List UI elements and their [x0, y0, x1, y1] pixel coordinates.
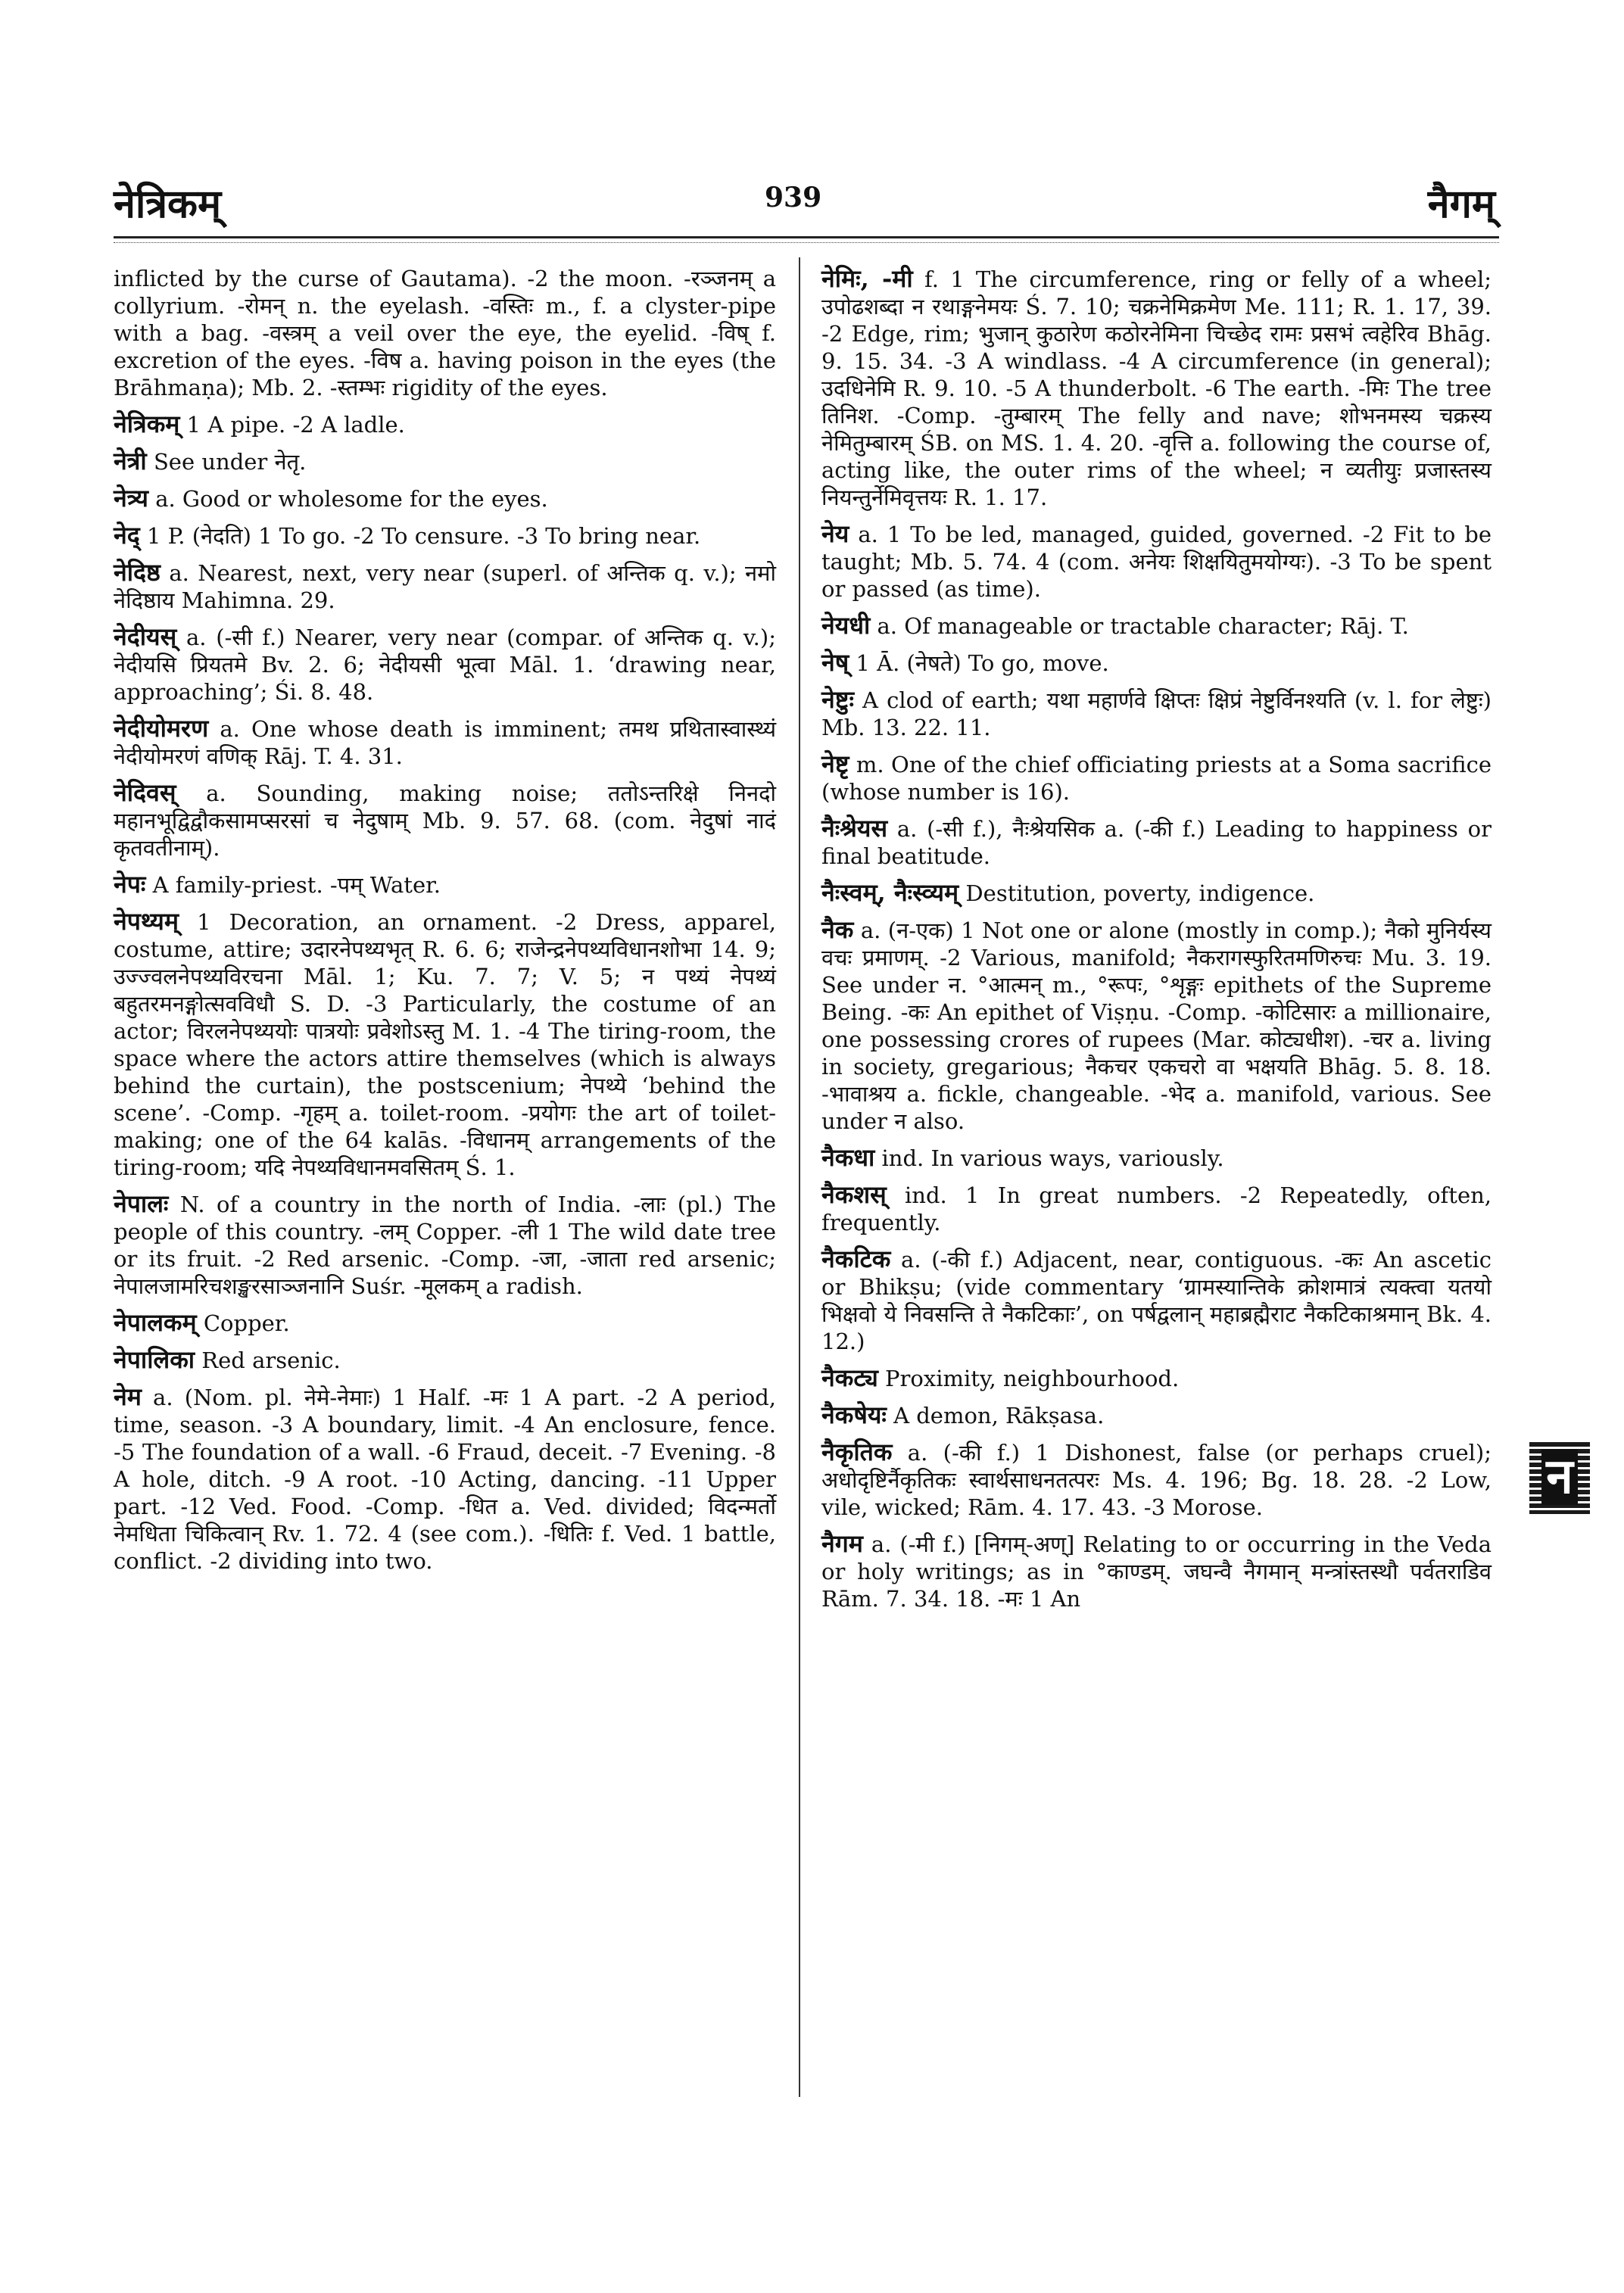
- header-left-headword: नेत्रिकम्: [114, 181, 222, 227]
- dictionary-entry: [114, 779, 776, 861]
- dictionary-entry: [114, 410, 776, 438]
- entry-headword: नेम: [114, 1382, 142, 1411]
- left-column: [114, 265, 776, 1584]
- entry-definition: m. One of the chief officiating priests at a Soma sacrifice (whose number is 16).: [821, 752, 1492, 805]
- dictionary-entry: [821, 1364, 1492, 1392]
- entry-headword: नेत्र्य: [114, 484, 148, 512]
- entry-headword: नेय: [821, 519, 849, 548]
- entry-headword: नेमिः, -मी: [821, 264, 913, 293]
- header-rule: [114, 236, 1499, 238]
- entry-definition: Copper.: [203, 1310, 290, 1336]
- entry-headword: नेष्टुः: [821, 685, 854, 714]
- entry-definition: a. (-की f.) Adjacent, near, contiguous. -कः An ascetic or Bhikṣu; (vide commentary ‘ग्रामस्यान्तिके क्रोशमात्रं त्यक्त्वा यतयो भिक्षवो ये निवसन्ति ते नैकटिकाः’, on पर्षद्वलान् महाब्रह्मैराट नैकटिकाश्रमान् Bk. 4. 12.): [821, 1247, 1492, 1354]
- entry-definition: a. 1 To be led, managed, guided, governed. -2 Fit to be taught; Mb. 5. 74. 4 (com. अनेयः शिक्षयितुमयोग्यः). -3 To be spent or passed (as time).: [821, 522, 1492, 602]
- entry-headword: नेदीयस्: [114, 622, 177, 651]
- entry-definition: See under नेतृ.: [153, 449, 307, 475]
- entry-definition: a. (-मी f.) [निगम्-अण्] Relating to or occurring in the Veda or holy writings; as in °काण्डम्. जघन्वै नैगमान् मन्त्रांस्तस्थौ पर्वतराडिव Rām. 7. 34. 18. -मः 1 An: [821, 1531, 1492, 1612]
- dictionary-entry: [114, 265, 776, 401]
- entry-definition: 1 P. (नेदति) 1 To go. -2 To censure. -3 To bring near.: [146, 523, 701, 549]
- entry-definition: f. 1 The circumference, ring or felly of a wheel; उपोढशब्दा न रथाङ्गनेमयः Ś. 7. 10; चक्रनेमिक्रमेण Me. 111; R. 1. 17, 39. -2 Edge, rim; भुजान् कुठारेण कठोरनेमिना चिच्छेद रामः प्रसभं त्वहेरिव Bhāg. 9. 15. 34. -3 A windlass. -4 A circumference (in general); उदधिनेमि R. 9. 10. -5 A thunderbolt. -6 The earth. -मिः The tree तिनिश. -Comp. -तुम्बारम् The felly and nave; शोभनमस्य चक्रस्य नेमितुम्बारम् ŚB. on MS. 1. 4. 20. -वृत्ति a. following the course of, acting like, the outer rims of the wheel; न व्यतीयुः प्रजास्तस्य नियन्तुर्नेमिवृत्तयः R. 1. 17.: [821, 266, 1492, 510]
- dictionary-entry: [821, 1401, 1492, 1429]
- entry-definition: Destitution, poverty, indigence.: [965, 880, 1315, 906]
- entry-definition: inflicted by the curse of Gautama). -2 the moon. -रञ्जनम् a collyrium. -रोमन् n. the eyelash. -वस्तिः m., f. a clyster-pipe with a bag. -वस्त्रम् a veil over the eye, the eyelid. -विष् f. excretion of the eyes. -विष a. having poison in the eyes (the Brāhmaṇa); Mb. 2. -स्तम्भः rigidity of the eyes.: [114, 266, 776, 400]
- dictionary-entry: [821, 649, 1492, 677]
- entry-headword: नेत्रिकम्: [114, 410, 180, 438]
- entry-headword: नेपालः: [114, 1189, 169, 1218]
- entry-definition: N. of a country in the north of India. -लाः (pl.) The people of this country. -लम् Copper. -ली 1 The wild date tree or its fruit. -2 Red arsenic. -Comp. -जा, -जाता red arsenic; नेपालजामरिचशङ्खरसाञ्जनानि Suśr. -मूलकम् a radish.: [114, 1192, 777, 1299]
- dictionary-entry: [821, 879, 1492, 907]
- dictionary-entry: [821, 686, 1492, 741]
- entry-definition: A family-priest. -पम् Water.: [152, 872, 441, 898]
- entry-headword: नेद्: [114, 521, 140, 550]
- entry-definition: a. Nearest, next, very near (superl. of अन्तिक q. v.); नमो नेदिष्ठाय Mahimna. 29.: [114, 560, 777, 613]
- dictionary-entry: [114, 1309, 776, 1337]
- entry-headword: नैकषेयः: [821, 1400, 887, 1429]
- entry-definition: a. Sounding, making noise; ततोऽन्तरिक्षे निनदो महानभूद्विद्वौकसामप्सरसां च नेदुषाम् Mb. 9. 57. 68. (com. नेदुषां नादं कृतवतीनाम्).: [114, 780, 776, 861]
- entry-definition: a. (न-एक) 1 Not one or alone (mostly in comp.); नैको मुनिर्यस्य वचः प्रमाणम्. -2 Various, manifold; नैकरागस्फुरितमणिरुचः Mu. 3. 19. See under न. °आत्मन् m., °रूपः, °शृङ्गः epithets of the Supreme Being. -कः An epithet of Viṣṇu. -Comp. -कोटिसारः a millionaire, one possessing crores of rupees (Mar. कोट्यधीश). -चर a. living in society, gregarious; नैकचर एकचरो वा भक्षयति Bhāg. 5. 8. 18. -भावाश्रय a. fickle, changeable. -भेद a. manifold, various. See under न also.: [821, 918, 1492, 1134]
- dictionary-entry: [114, 715, 776, 770]
- dictionary-entry: [821, 265, 1492, 511]
- entry-headword: नैकटिक: [821, 1245, 891, 1273]
- dictionary-entry: [821, 612, 1492, 640]
- dictionary-entry: [114, 871, 776, 899]
- entry-definition: 1 Decoration, an ornament. -2 Dress, apparel, costume, attire; उदारनेपथ्यभृत् R. 6. 6; राजेन्द्रनेपथ्यविधानशोभा 14. 9; उज्ज्वलनेपथ्यविरचना Māl. 1; Ku. 7. 7; V. 5; न पथ्यं नेपथ्यं बहुतरमनङ्गोत्सवविधौ S. D. -3 Particularly, the costume of an actor; विरलनेपथ्ययोः पात्रयोः प्रवेशोऽस्तु M. 1. -4 The tiring-room, the space where the actors attire themselves (which is always behind the curtain), the postscenium; नेपथ्ये ‘behind the scene’. -Comp. -गृहम् a. toilet-room. -प्रयोगः the art of toilet-making; one of the 64 kalās. -विधानम् arrangements of the tiring-room; यदि नेपथ्यविधानमवसितम् Ś. 1.: [114, 909, 777, 1180]
- entry-headword: नेपः: [114, 870, 146, 899]
- entry-headword: नैःश्रेयस: [821, 814, 888, 843]
- entry-definition: 1 Ā. (नेषते) To go, move.: [856, 650, 1109, 676]
- entry-headword: नेष्टृ: [821, 749, 849, 778]
- dictionary-entry: [114, 559, 776, 614]
- dictionary-entry: [821, 1181, 1492, 1236]
- entry-headword: नेदीयोमरण: [114, 714, 209, 743]
- entry-definition: ind. In various ways, variously.: [881, 1145, 1224, 1171]
- entry-definition: A clod of earth; यथा महार्णवे क्षिप्तः क्षिप्रं नेष्टुर्विनश्यति (v. l. for लेष्टुः) Mb. 13. 22. 11.: [821, 687, 1492, 740]
- entry-definition: a. (-सी f.) Nearer, very near (compar. of अन्तिक q. v.); नेदीयसि प्रियतमे Bv. 2. 6; नेदीयसी भूत्वा Māl. 1. ‘drawing near, approaching’; Śi. 8. 48.: [114, 625, 776, 705]
- entry-headword: नेदिष्ठ: [114, 558, 161, 587]
- entry-definition: 1 A pipe. -2 A ladle.: [186, 412, 405, 438]
- entry-definition: a. Good or wholesome for the eyes.: [155, 486, 548, 512]
- entry-headword: नैगम: [821, 1529, 863, 1558]
- header-right-headword: नैगम्: [1427, 181, 1495, 227]
- dictionary-entry: [821, 1438, 1492, 1521]
- dictionary-entry: [114, 522, 776, 550]
- entry-definition: a. Of manageable or tractable character; Rāj. T.: [877, 613, 1409, 639]
- dictionary-entry: [821, 520, 1492, 603]
- dictionary-entry: [821, 1530, 1492, 1612]
- dictionary-entry: [821, 815, 1492, 870]
- dictionary-entry: [821, 1245, 1492, 1355]
- dictionary-entry: [114, 484, 776, 512]
- entry-definition: A demon, Rākṣasa.: [893, 1403, 1105, 1428]
- dictionary-entry: [821, 1144, 1492, 1172]
- dictionary-entry: [114, 1346, 776, 1374]
- dictionary-entry: [114, 1190, 776, 1300]
- entry-headword: नेदिवस्: [114, 778, 176, 807]
- entry-headword: नेत्री: [114, 447, 147, 475]
- entry-headword: नेपालिका: [114, 1345, 195, 1374]
- entry-headword: नैकशस्: [821, 1180, 887, 1209]
- entry-definition: a. (-की f.) 1 Dishonest, false (or perhaps cruel); अधोदृष्टिर्नैकृतिकः स्वार्थसाधनतत्परः Ms. 4. 196; Bg. 18. 28. -2 Low, vile, wicked; Rām. 4. 17. 43. -3 Morose.: [821, 1440, 1492, 1520]
- entry-definition: a. (Nom. pl. नेमे-नेमाः) 1 Half. -मः 1 A part. -2 A period, time, season. -3 A boundary, limit. -4 An enclosure, fence. -5 The foundation of a wall. -6 Fraud, deceit. -7 Evening. -8 A hole, ditch. -9 A root. -10 Acting, dancing. -11 Upper part. -12 Ved. Food. -Comp. -धित a. Ved. divided; विदन्मर्तो नेमधिता चिकित्वान् Rv. 1. 72. 4 (see com.). -धितिः f. Ved. 1 battle, conflict. -2 dividing into two.: [114, 1385, 776, 1574]
- dictionary-entry: [114, 623, 776, 706]
- entry-headword: नेपालकम्: [114, 1308, 197, 1337]
- entry-headword: नैःस्वम्, नैःस्व्यम्: [821, 878, 959, 907]
- header-dotted-rule: [114, 242, 1499, 243]
- dictionary-entry: [114, 1383, 776, 1575]
- thumb-index-tab: [1529, 1442, 1590, 1514]
- entry-headword: नेयधी: [821, 611, 871, 640]
- right-column: [821, 265, 1492, 1622]
- entry-headword: नेष्: [821, 648, 849, 677]
- entry-definition: Proximity, neighbourhood.: [885, 1366, 1180, 1391]
- entry-headword: नैक: [821, 915, 854, 944]
- entry-headword: नेपथ्यम्: [114, 907, 179, 936]
- thumb-index-letter: न: [1541, 1449, 1578, 1505]
- dictionary-entry: [114, 908, 776, 1181]
- entry-headword: नैकट्य: [821, 1363, 878, 1392]
- entry-definition: ind. 1 In great numbers. -2 Repeatedly, often, frequently.: [821, 1182, 1492, 1235]
- column-divider: [799, 257, 800, 2097]
- page-number: 939: [765, 182, 822, 213]
- entry-definition: Red arsenic.: [201, 1347, 341, 1373]
- dictionary-entry: [821, 916, 1492, 1135]
- entry-definition: a. (-सी f.), नैःश्रेयसिक a. (-की f.) Leading to happiness or final beatitude.: [821, 816, 1492, 869]
- entry-headword: नैकृतिक: [821, 1438, 893, 1466]
- entry-definition: a. One whose death is imminent; तमथ प्रथितास्वास्थ्यं नेदीयोमरणं वणिक् Rāj. T. 4. 31.: [114, 716, 777, 769]
- entry-headword: नैकधा: [821, 1143, 875, 1172]
- dictionary-entry: [114, 447, 776, 475]
- dictionary-entry: [821, 750, 1492, 805]
